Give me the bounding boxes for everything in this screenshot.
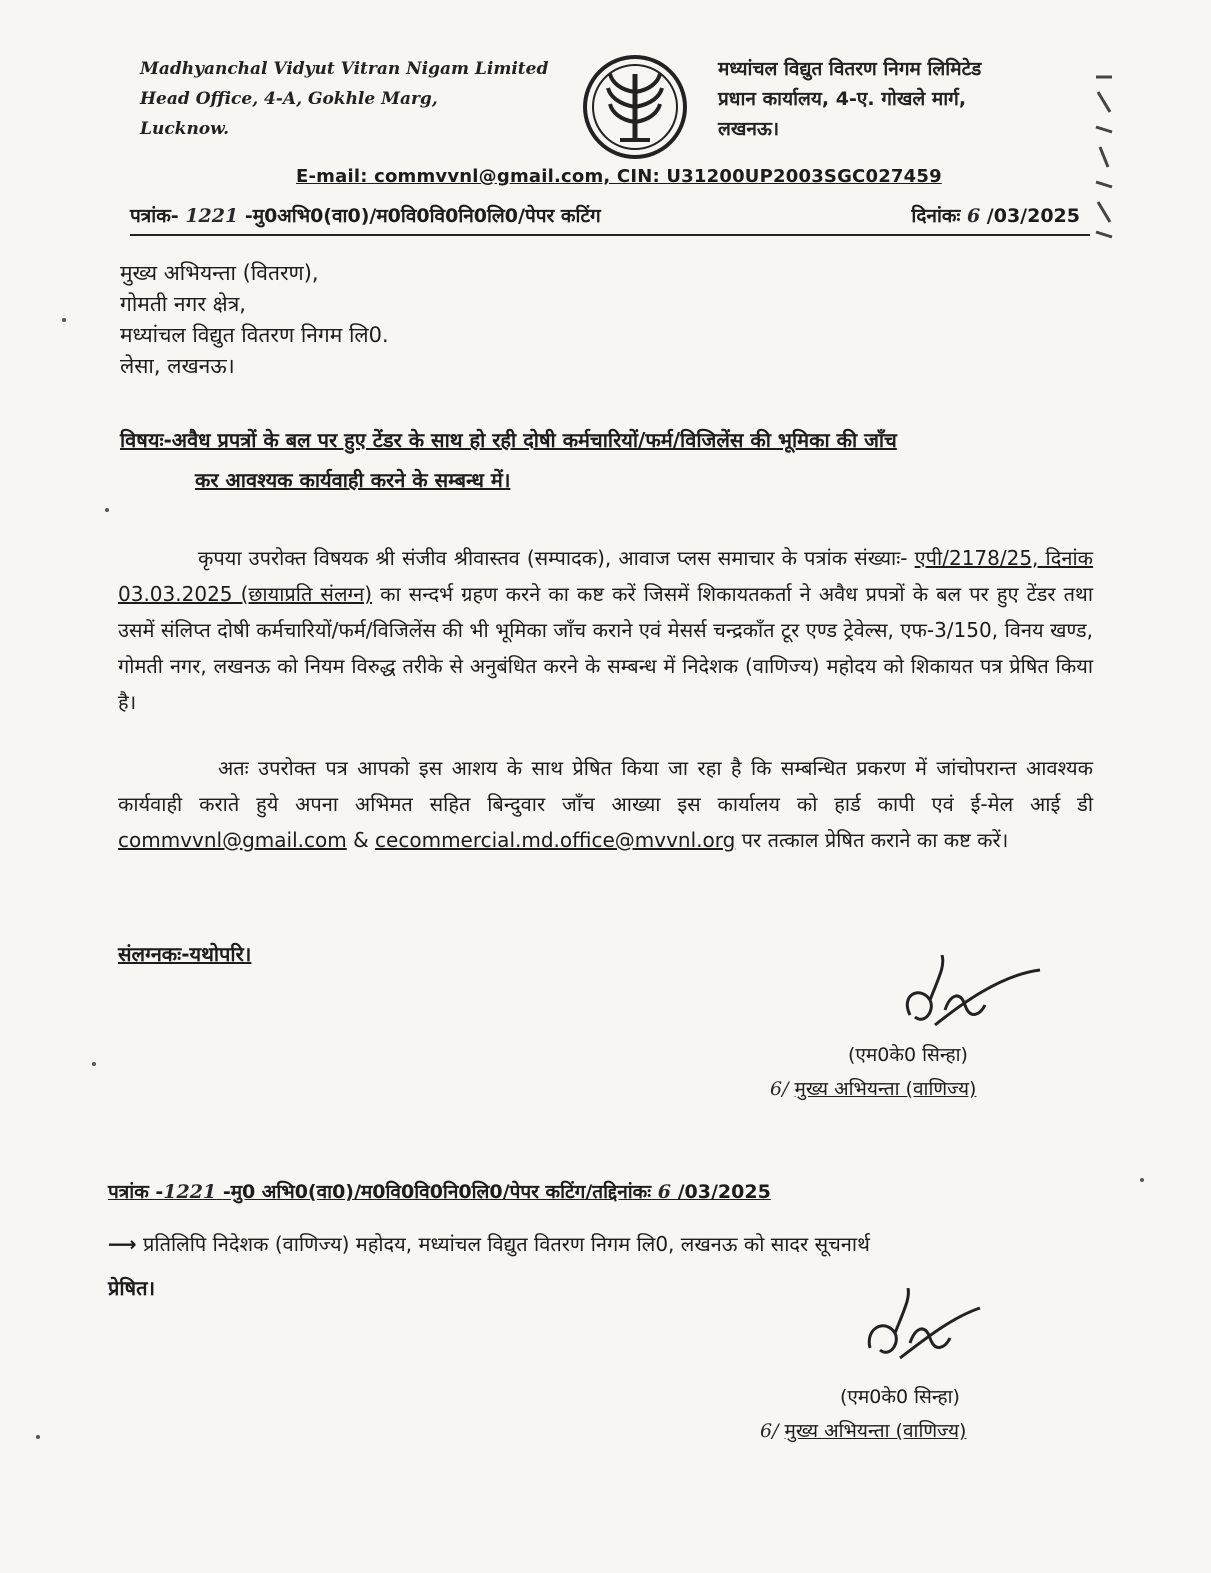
date-day: 6 [966, 205, 981, 227]
copy-ref-date-rest: /03/2025 [677, 1181, 771, 1203]
designation-text-2: मुख्य अभियन्ता (वाणिज्य) [784, 1420, 967, 1442]
date-label: दिनांकः [911, 205, 961, 227]
addressee-line: मुख्य अभियन्ता (वितरण), [120, 261, 319, 285]
signatory-name-2: (एम0के0 सिन्हा) [840, 1386, 960, 1408]
contact-line: E-mail: commvvnl@gmail.com, CIN: U31200UP2003SGC027459 [296, 166, 942, 187]
scan-speck [36, 1435, 40, 1439]
copy-line-1-text: प्रतिलिपि निदेशक (वाणिज्य) महोदय, मध्यांचल विद्युत वितरण निगम लि0, लखनऊ को सादर सूचनार्थ [143, 1232, 870, 1256]
org-line2-hi: प्रधान कार्यालय, 4-ए. गोखले मार्ग, [718, 88, 967, 110]
p1-text-b: का सन्दर्भ ग्रहण करने का कष्ट करें जिसमें शिकायतकर्ता ने अवैध प्रपत्रों के बल पर हुए टेंडर तथा उसमें संलिप्त दोषी कर्मचारियों/फर्म/विजिलेंस की भी भूमिका जाँच कराने एवं मेसर्स चन्द्रकाँत टूर एण्ड ट्रेवेल्स, एफ-3/150, विनय खण्ड, गोमती नगर, लखनऊ को नियम विरुद्ध तरीके से अनुबंधित करने के सम्बन्ध में निदेशक (वाणिज्य) महोदय को शिकायत पत्र प्रेषित किया है। [118, 582, 1093, 714]
ref-label: पत्रांक- [130, 205, 179, 227]
p2-ampersand: & [346, 828, 376, 852]
addressee-line: गोमती नगर क्षेत्र, [120, 292, 246, 316]
org-line3-en: Lucknow. [140, 119, 229, 139]
signatory-prefix-2: 6/ [760, 1420, 779, 1442]
copy-ref-number: 1221 [163, 1181, 217, 1203]
ref-path: -मु0अभि0(वा0)/म0वि0वि0नि0लि0/पेपर कटिंग [244, 205, 601, 227]
copy-line-1 [108, 1222, 1108, 1266]
signature-block-2 [760, 1380, 1060, 1448]
designation-text-1: मुख्य अभियन्ता (वाणिज्य) [794, 1078, 977, 1100]
org-line2-en: Head Office, 4-A, Gokhle Marg, [140, 89, 438, 109]
copy-ref-path: -मु0 अभि0(वा0)/म0वि0वि0नि0लि0/पेपर कटिंग/तद्दिनांकः [222, 1181, 652, 1203]
signatory-prefix-1: 6/ [770, 1078, 789, 1100]
p2-text-a: अतः उपरोक्त पत्र आपको इस आशय के साथ प्रेषित किया जा रहा है कि सम्बन्धित प्रकरण में जांचोपरान्त आवश्यक कार्यवाही कराते हुये अपना अभिमत सहित बिन्दुवार जाँच आख्या इस कार्यालय को हार्ड कापी एवं ई-मेल आई डी [118, 756, 1093, 816]
side-stamp-mark [1090, 72, 1118, 242]
p1-reference-underlined: एपी/2178/25, दिनांक 03.03.2025 (छायाप्रति संलग्न) [118, 546, 1093, 606]
org-line3-hi: लखनऊ। [718, 118, 780, 140]
subject-line-2: कर आवश्यक कार्यवाही करने के सम्बन्ध में। [195, 468, 511, 492]
scan-speck [1140, 1178, 1144, 1182]
org-address-hindi [718, 54, 1078, 144]
date-rest: /03/2025 [986, 205, 1080, 227]
signatory-name-1: (एम0के0 सिन्हा) [848, 1044, 968, 1066]
reference-line [130, 200, 1090, 236]
signatory-designation-1 [770, 1072, 1070, 1106]
org-name-en: Madhyanchal Vidyut Vitran Nigam Limited [140, 59, 549, 79]
signatory-designation-2 [760, 1414, 1060, 1448]
org-name-hi: मध्यांचल विद्युत वितरण निगम लिमिटेड [718, 58, 982, 80]
scan-speck [92, 1062, 96, 1066]
copy-reference-line [108, 1178, 1108, 1204]
org-address-english [140, 54, 580, 144]
reference-number [130, 202, 601, 228]
arrow-icon: ⟶ [108, 1232, 137, 1256]
copy-line-2: प्रेषित। [108, 1276, 156, 1300]
body-paragraph-2 [118, 750, 1093, 858]
p1-text-a: कृपया उपरोक्त विषयक श्री संजीव श्रीवास्तव (सम्पादक), आवाज प्लस समाचार के पत्रांक संख्याः- [198, 546, 908, 570]
body-paragraph-1 [118, 540, 1093, 720]
reference-date [911, 202, 1080, 228]
addressee-line: मध्यांचल विद्युत वितरण निगम लि0. [120, 323, 389, 347]
addressee-block [120, 258, 720, 382]
scan-speck [62, 318, 66, 322]
ref-handwritten-number: 1221 [185, 205, 239, 227]
copy-ref-label: पत्रांक - [108, 1181, 164, 1203]
subject-block [120, 420, 1080, 500]
enclosure-line: संलग्नकः-यथोपरि। [118, 942, 252, 966]
email-link-1[interactable]: commvvnl@gmail.com [118, 828, 347, 852]
copy-ref-date-day: 6 [657, 1181, 671, 1203]
scan-speck [105, 508, 109, 512]
addressee-line: लेसा, लखनऊ। [120, 354, 235, 378]
signature-block-1 [770, 1038, 1070, 1106]
signature-2 [850, 1288, 1030, 1378]
email-link-2[interactable]: cecommercial.md.office@mvvnl.org [375, 828, 736, 852]
subject-line-1: विषयः-अवैध प्रपत्रों के बल पर हुए टेंडर के साथ हो रही दोषी कर्मचारियों/फर्म/विजिलेंस की भूमिका की जाँच [120, 428, 897, 452]
p2-text-b: पर तत्काल प्रेषित कराने का कष्ट करें। [735, 828, 1009, 852]
signature-1 [850, 955, 1070, 1045]
mvvnl-emblem-icon [580, 52, 690, 162]
